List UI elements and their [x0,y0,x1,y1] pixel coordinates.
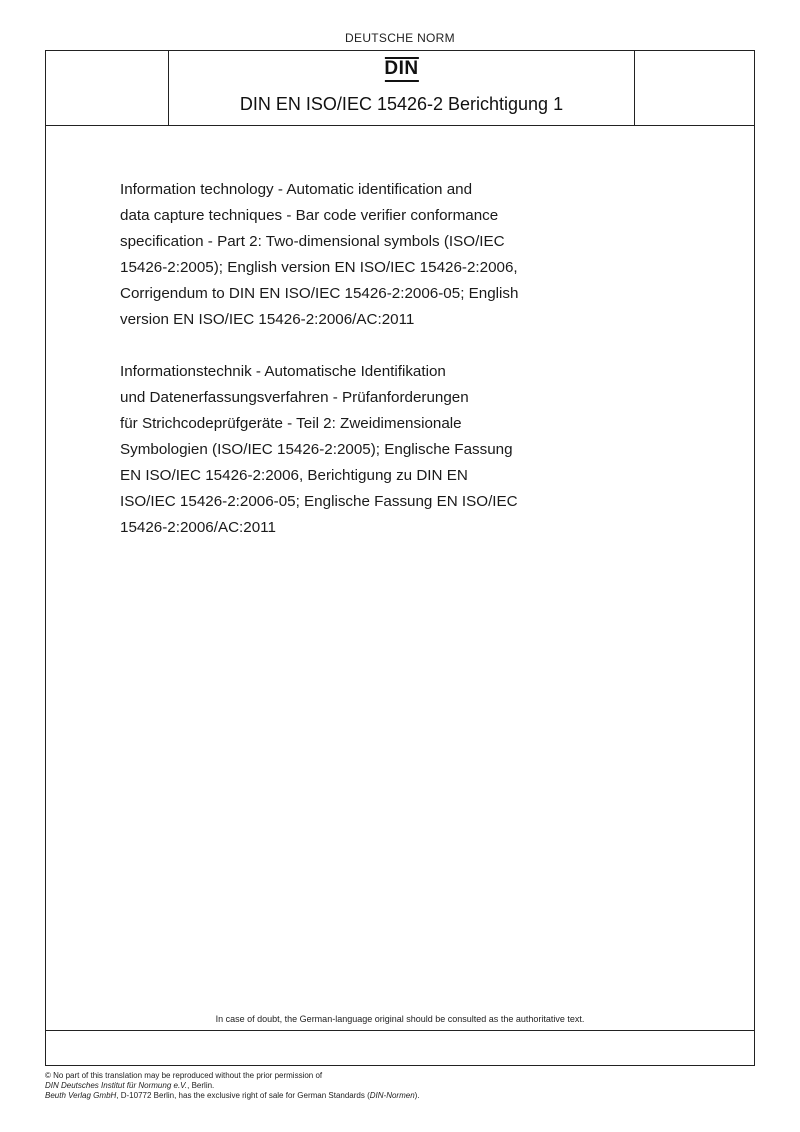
footer-line-3: Beuth Verlag GmbH, D-10772 Berlin, has the exclusive right of sale for German Standards (DIN-Normen). [45,1091,420,1100]
document-title: DIN EN ISO/IEC 15426-2 Berichtigung 1 [239,94,564,114]
german-title-line: 15426-2:2006/AC:2011 [120,519,276,536]
english-title-line: data capture techniques - Bar code verifier conformance [120,207,499,224]
bottom-divider [46,1030,754,1031]
german-title-block [120,359,590,541]
footer-line-2: DIN Deutsches Institut für Normung e.V., Berlin. [45,1081,215,1090]
din-logo: DIN [384,57,418,82]
publisher-name: Beuth Verlag GmbH [45,1091,117,1100]
header-center-cell [169,51,634,125]
document-frame [45,50,755,1066]
german-title-line: für Strichcodeprüfgeräte - Teil 2: Zweidimensionale [120,415,462,432]
header-right-cell [634,51,754,125]
english-title-line: specification - Part 2: Two-dimensional symbols (ISO/IEC [120,233,505,250]
header-table [46,51,754,126]
german-title-line: ISO/IEC 15426-2:2006-05; Englische Fassung EN ISO/IEC [120,493,518,510]
english-title-block [120,177,590,333]
german-title-line: Symbologien (ISO/IEC 15426-2:2005); Englische Fassung [120,441,513,458]
copyright-footer [45,1071,420,1101]
german-title-line: EN ISO/IEC 15426-2:2006, Berichtigung zu DIN EN [120,467,468,484]
english-title-line: Information technology - Automatic identification and [120,181,473,198]
english-title-line: version EN ISO/IEC 15426-2:2006/AC:2011 [120,311,415,328]
english-title-line: Corrigendum to DIN EN ISO/IEC 15426-2:2006-05; English [120,285,519,302]
english-title-line: 15426-2:2005); English version EN ISO/IEC 15426-2:2006, [120,259,518,276]
din-institute-name: DIN Deutsches Institut für Normung e.V. [45,1081,188,1090]
footer-line-1: © No part of this translation may be reproduced without the prior permission of [45,1071,323,1080]
german-title-line: und Datenerfassungsverfahren - Prüfanforderungen [120,389,469,406]
german-title-line: Informationstechnik - Automatische Identifikation [120,363,446,380]
document-kicker: DEUTSCHE NORM [345,31,455,45]
header-left-cell [46,51,169,125]
authoritative-text-note: In case of doubt, the German-language original should be consulted as the authoritative text. [215,1014,585,1024]
